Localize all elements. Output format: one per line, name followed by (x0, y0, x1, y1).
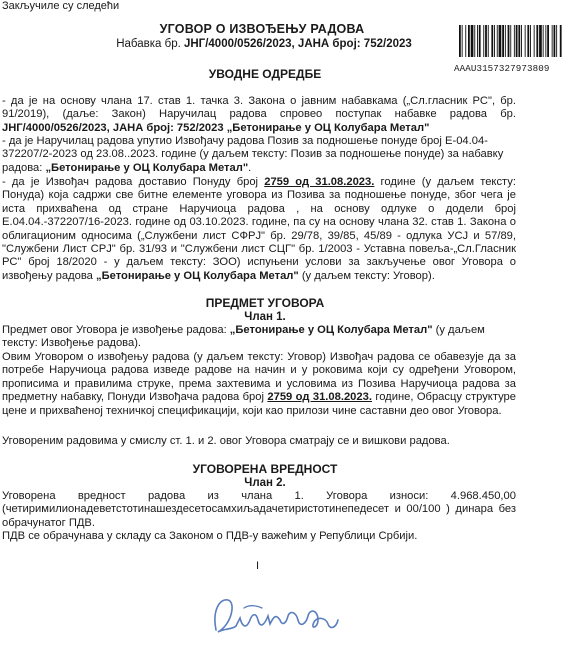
intro-paragraph-3 (2, 176, 516, 283)
document-title: УГОВОР О ИЗВОЂЕЊУ РАДОВА (159, 22, 365, 36)
barcode-bar (534, 25, 535, 57)
signature-scribble (206, 590, 356, 646)
a1-p2-end: године, Обрасцу структуре цене и прихваћеној техничкој спецификацији, који као прилози чине саставни део овог Уговора. (2, 391, 516, 417)
article-1-paragraph-2 (2, 351, 516, 418)
barcode-bar (556, 25, 557, 57)
top-note: Закључиле су следећи (2, 0, 120, 12)
barcode-bar (459, 25, 461, 57)
barcode-bar (521, 25, 522, 57)
intro-p1-text: - да је на основу члана 17. став 1. тачка 3. Закона о јавним набавкама („Сл.гласник РС", бр. 91/2019), (даље: Закон) Наручилац радова спровео поступак набавке радова бр. (2, 95, 516, 121)
intro-paragraph-2 (2, 135, 516, 175)
a1-p1-text: Предмет овог Уговора је извођење радова: (2, 324, 230, 336)
barcode-bar (518, 25, 520, 57)
signature-stroke-1 (215, 600, 338, 632)
intro-p2-text: - да је Наручилац радова упутио Извођачу радова Позив за подношење понуде број Е-04.04-372207/2-2023 од 23.08..2023. године (у даљем тексту: Позив за подношење понуде) за набавку радова: (2, 135, 504, 174)
signature (206, 590, 356, 651)
barcode-bar (488, 25, 489, 57)
barcode-bar (499, 25, 502, 57)
barcode-bar (525, 25, 526, 57)
barcode-bar (502, 25, 504, 57)
section-heading-intro: УВОДНЕ ОДРЕДБЕ (208, 67, 322, 81)
barcode-bar (552, 25, 553, 57)
intro-p3-bold: „Бетонирање у ОЦ Колубара Метал" (96, 269, 299, 282)
barcode-bar (560, 25, 562, 57)
barcode-bar (508, 25, 510, 57)
barcode-bar (554, 25, 556, 57)
intro-paragraph-1 (2, 95, 516, 135)
barcode-bar (536, 25, 538, 57)
barcode-bar (477, 25, 478, 57)
barcode-bar (547, 25, 549, 57)
a1-p2-text: Овим Уговором о извођењу радова (у даљем тексту: Уговор) Извођач радова се обавезује да за потребе Наручиоца радова изведе радове на начин и у роковима који су одређени Уговором, прописима и правилима струке, према захтевима и условима из Позива Наручиоца радова за предметну набавку, Понуди Извођача радова број (2, 351, 516, 404)
article-2-heading: Члан 2. (244, 477, 286, 489)
barcode-bar (479, 25, 481, 57)
barcode-bar (510, 25, 511, 57)
section-heading-subject: ПРЕДМЕТ УГОВОРА (205, 296, 325, 310)
article-1-paragraph-1 (2, 324, 516, 351)
article-1-heading: Члан 1. (244, 311, 286, 323)
article-2-paragraph-1: Уговорена вредност радова из члана 1. Уговора износи: 4.968.450,00 (четиримилионадеветстотинашездесетосамхиљадачетиристотинепедесет и 00/100 ) динара без обрачунатог ПДВ. (2, 490, 516, 529)
barcode-bar (527, 25, 529, 57)
barcode-bar (468, 25, 470, 57)
barcode-bar (543, 25, 544, 57)
intro-p3-end: (у даљем тексту: Уговор). (298, 269, 435, 282)
signature-stroke-2 (244, 606, 262, 608)
barcode-bar (491, 25, 493, 57)
section-heading-value: УГОВОРЕНА ВРЕДНОСТ (192, 462, 338, 476)
a1-p2-offer: 2759 од 31.08.2023. (267, 391, 372, 404)
intro-p3-body: године (у даљем тексту: Понуда) која садржи све битне елементе уговора из Позива за подношење понуде, због чега је иста прихваћена од стране Наручиоца радова , на основу одлуке о додели број Е.04.04.-372207/16-2023. године од 03.10.2023. године, па су на основу члана 32. став 1. Закона о облигационим односима („Службени лист СФРЈ" бр. 29/78, 39/85, 45/89 - одлука УСЈ и 57/89, "Службени Лист СРЈ" бр. 31/93 и "Службени лист СЦГ" бр. 1/2003 - Уставна повеља-„Сл.Гласник РС" број 18/2020 - у даљем тексту: ЗОО) испуњени услови за закључење овог Уговора о извођењу радова (2, 176, 517, 282)
barcode-bar (545, 25, 546, 57)
intro-p3-offer: 2759 од 31.08.2023. (264, 176, 375, 188)
intro-p2-end: . (248, 161, 252, 174)
intro-p3-text: - да је Извођач радова доставио Понуду број (2, 176, 265, 188)
barcode-bar (474, 25, 475, 57)
article-1-paragraph-3: Уговореним радовима у смислу ст. 1. и 2. овог Уговора сматрају се и вишкови радова. (2, 435, 450, 447)
barcode-bar (530, 25, 531, 57)
document-subtitle (0, 38, 528, 50)
article-2-paragraph-2: ПДВ се обрачунава у складу са Законом о ПДВ-у важећим у Републици Србији. (2, 530, 418, 542)
page-number: I (256, 560, 260, 572)
barcode-image (458, 25, 562, 57)
barcode-bar (539, 25, 542, 57)
barcode-bar (483, 25, 484, 57)
subtitle-number: ЈНГ/4000/0526/2023, ЈАНА број: 752/2023 (183, 38, 412, 50)
barcode-bar (514, 25, 515, 57)
barcode-label: AAAU3157327973809 (454, 63, 550, 74)
a1-p1-end: (у даљем тексту: Извођење радова). (2, 324, 485, 350)
barcode-bar (497, 25, 498, 57)
subtitle-prefix: Набавка бр. (116, 38, 184, 50)
barcode-bar (516, 25, 518, 57)
intro-p2-bold: „Бетонирање у ОЦ Колубара Метал" (45, 161, 249, 174)
intro-p1-bold: ЈНГ/4000/0526/2023, ЈАНА број: 752/2023 „Бетонирање у ОЦ Колубара Метал" (2, 121, 430, 134)
barcode-bar (494, 25, 495, 57)
a1-p1-bold: „Бетонирање у ОЦ Колубара Метал" (229, 324, 433, 336)
barcode-bar (485, 25, 487, 57)
barcode-bar (505, 25, 506, 57)
barcode-bar (465, 25, 466, 57)
barcode-bar (462, 25, 463, 57)
barcode-bar (471, 25, 474, 57)
